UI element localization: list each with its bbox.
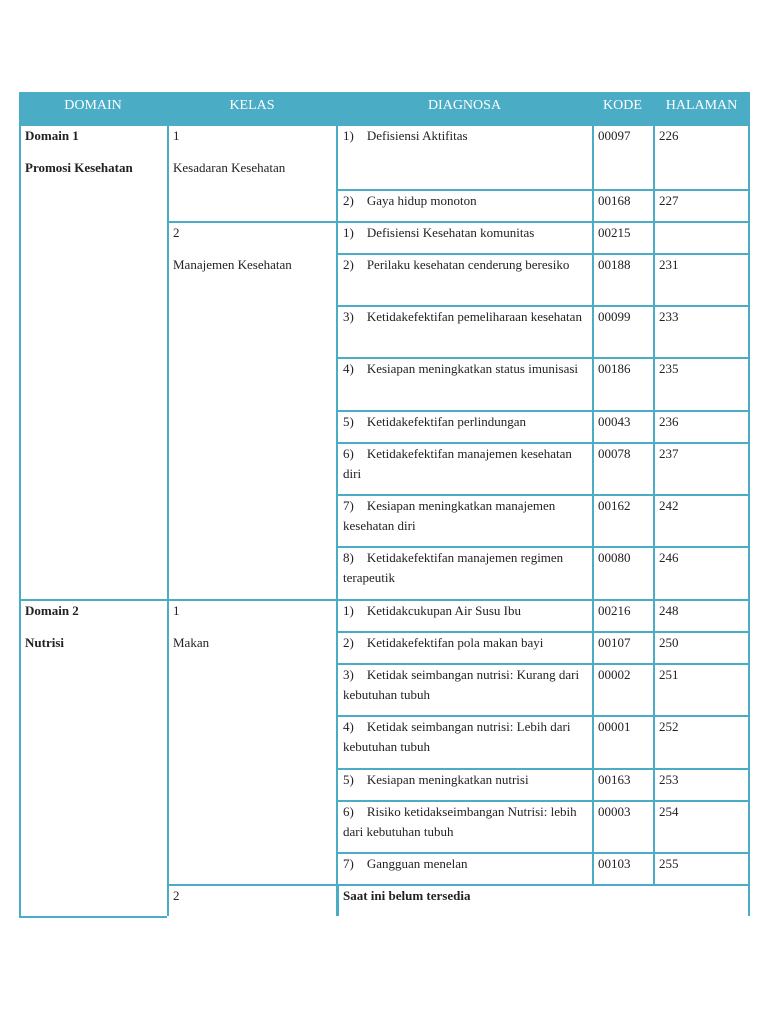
domain-title: Domain 1 [25, 128, 79, 143]
class-name: Manajemen Kesehatan [173, 257, 292, 272]
diagnosis-code: 00099 [598, 309, 631, 324]
diagnosis-code: 00216 [598, 603, 631, 618]
diagnosis-code: 00003 [598, 804, 631, 819]
class-cell [167, 884, 337, 916]
diagnosis-page: 231 [659, 257, 679, 272]
diagnosis-page: 227 [659, 193, 679, 208]
table-border [337, 663, 750, 665]
table-border [336, 599, 338, 884]
table-border [336, 124, 338, 221]
diagnosis-page: 253 [659, 772, 679, 787]
diagnosis-text: 1) Ketidakcukupan Air Susu Ibu [343, 603, 522, 618]
table-border [337, 494, 750, 496]
diagnosis-page: 246 [659, 550, 679, 565]
table-border [167, 599, 337, 601]
table-border [653, 800, 655, 852]
table-border [337, 124, 750, 126]
diagnosis-text: 4) Kesiapan meningkatkan status imunisasi [343, 361, 579, 376]
header-kelas: KELAS [229, 98, 275, 113]
class-note: Saat ini belum tersedia [343, 888, 471, 903]
table-border [167, 221, 337, 223]
diagnosis-text: 5) Ketidakefektifan perlindungan [343, 414, 527, 429]
table-border [653, 357, 655, 410]
table-border [653, 631, 655, 663]
diagnosis-code: 00215 [598, 225, 631, 240]
diagnosis-text: 2) Perilaku kesehatan cenderung beresiko [343, 257, 570, 272]
diagnosis-page: 248 [659, 603, 679, 618]
table-border [19, 599, 21, 916]
header-domain: DOMAIN [64, 98, 122, 113]
table-border [592, 800, 594, 852]
class-number: 1 [173, 128, 180, 143]
diagnosis-text: 5) Kesiapan meningkatkan nutrisi [343, 772, 529, 787]
table-border [592, 305, 594, 357]
diagnosis-page: 226 [659, 128, 679, 143]
table-border [592, 715, 594, 768]
diagnosis-code: 00188 [598, 257, 631, 272]
diagnosis-text: 2) Ketidakefektifan pola makan bayi [343, 635, 544, 650]
table-border [167, 884, 750, 886]
table-border [653, 852, 655, 884]
diagnosis-code: 00168 [598, 193, 631, 208]
diagnosis-text: 3) Ketidakefektifan pemeliharaan kesehatan [343, 309, 582, 324]
diagnosis-code: 00107 [598, 635, 631, 650]
diagnosis-code: 00097 [598, 128, 631, 143]
table-border [167, 124, 337, 126]
diagnosis-code: 00186 [598, 361, 631, 376]
table-border [653, 253, 655, 305]
table-border [653, 768, 655, 800]
table-border [748, 124, 750, 916]
diagnosis-text: 7) Kesiapan meningkatkan manajemen kesehatan diri [343, 498, 556, 533]
table-border [592, 768, 594, 800]
class-cell [167, 124, 337, 221]
diagnosis-page: 255 [659, 856, 679, 871]
diagnosis-code: 00002 [598, 667, 631, 682]
table-border [653, 221, 655, 253]
table-border [337, 357, 750, 359]
diagnosis-code: 00103 [598, 856, 631, 871]
table-border [337, 189, 750, 191]
diagnosis-text: 7) Gangguan menelan [343, 856, 468, 871]
table-border [653, 494, 655, 546]
header-diagnosa: DIAGNOSA [427, 98, 502, 113]
table-border [337, 221, 750, 223]
table-border [653, 442, 655, 494]
table-border [337, 442, 750, 444]
header-halaman: HALAMAN [665, 98, 738, 113]
diagnosis-page: 250 [659, 635, 679, 650]
domain-cell [19, 599, 167, 916]
diagnosis-code: 00001 [598, 719, 631, 734]
diagnosis-text: 4) Ketidak seimbangan nutrisi: Lebih dari kebutuhan tubuh [343, 719, 571, 754]
diagnosis-page: 242 [659, 498, 679, 513]
diagnosis-text: 6) Risiko ketidakseimbangan Nutrisi: lebih dari kebutuhan tubuh [343, 804, 577, 839]
table-border [653, 599, 655, 631]
class-cell [167, 221, 337, 599]
diagnosis-text: 1) Defisiensi Kesehatan komunitas [343, 225, 535, 240]
diagnosis-code: 00162 [598, 498, 631, 513]
diagnosis-text: 2) Gaya hidup monoton [343, 193, 477, 208]
diagnosis-text: 6) Ketidakefektifan manajemen kesehatan diri [343, 446, 572, 481]
diagnosis-code: 00043 [598, 414, 631, 429]
domain-name: Promosi Kesehatan [25, 160, 133, 175]
table-border [19, 916, 167, 918]
diagnosis-code: 00080 [598, 550, 631, 565]
diagnosis-page: 237 [659, 446, 679, 461]
diagnosis-text: 1) Defisiensi Aktifitas [343, 128, 468, 143]
diagnosis-page: 251 [659, 667, 679, 682]
table-border [336, 884, 338, 916]
table-border [19, 124, 21, 599]
table-border [653, 305, 655, 357]
table-border [653, 546, 655, 599]
table-border [337, 768, 750, 770]
table-border [337, 715, 750, 717]
table-border [336, 221, 338, 599]
domain-title: Domain 2 [25, 603, 79, 618]
table-border [653, 410, 655, 442]
table-border [19, 599, 167, 601]
class-name: Kesadaran Kesehatan [173, 160, 286, 175]
table-border [592, 631, 594, 663]
diagnosis-code: 00078 [598, 446, 631, 461]
table-border [337, 599, 750, 601]
diagnosis-code: 00163 [598, 772, 631, 787]
table-border [337, 410, 750, 412]
table-border [592, 494, 594, 546]
table-border [19, 124, 167, 126]
header-kode: KODE [603, 98, 642, 113]
class-number: 1 [173, 603, 180, 618]
table-border [653, 189, 655, 221]
diagnosis-page: 235 [659, 361, 679, 376]
table-border [592, 599, 594, 631]
table-border [337, 546, 750, 548]
table-border [592, 852, 594, 884]
table-border [592, 663, 594, 715]
class-cell [167, 599, 337, 884]
table-border [337, 631, 750, 633]
table-border [337, 852, 750, 854]
diagnosis-page: 236 [659, 414, 679, 429]
table-border [653, 663, 655, 715]
table-border [592, 189, 594, 221]
diagnosis-page: 252 [659, 719, 679, 734]
class-name: Makan [173, 635, 210, 650]
class-number: 2 [173, 888, 180, 903]
class-number: 2 [173, 225, 180, 240]
diagnosis-text: 3) Ketidak seimbangan nutrisi: Kurang dari kebutuhan tubuh [343, 667, 580, 702]
table-border [167, 124, 169, 599]
table-border [592, 442, 594, 494]
diagnosis-page [653, 221, 750, 253]
table-border [592, 546, 594, 599]
table-border [592, 410, 594, 442]
domain-name: Nutrisi [25, 635, 64, 650]
table-border [592, 221, 594, 253]
table-border [592, 253, 594, 305]
domain-cell [19, 124, 167, 599]
table-border [653, 124, 655, 189]
table-border [337, 800, 750, 802]
table-border [337, 253, 750, 255]
diagnosis-text: 8) Ketidakefektifan manajemen regimen terapeutik [343, 550, 564, 585]
table-border [592, 357, 594, 410]
table-border [653, 715, 655, 768]
diagnosis-page: 233 [659, 309, 679, 324]
table-border [337, 305, 750, 307]
table-border [167, 599, 169, 916]
table-border [592, 124, 594, 189]
diagnosis-page: 254 [659, 804, 679, 819]
